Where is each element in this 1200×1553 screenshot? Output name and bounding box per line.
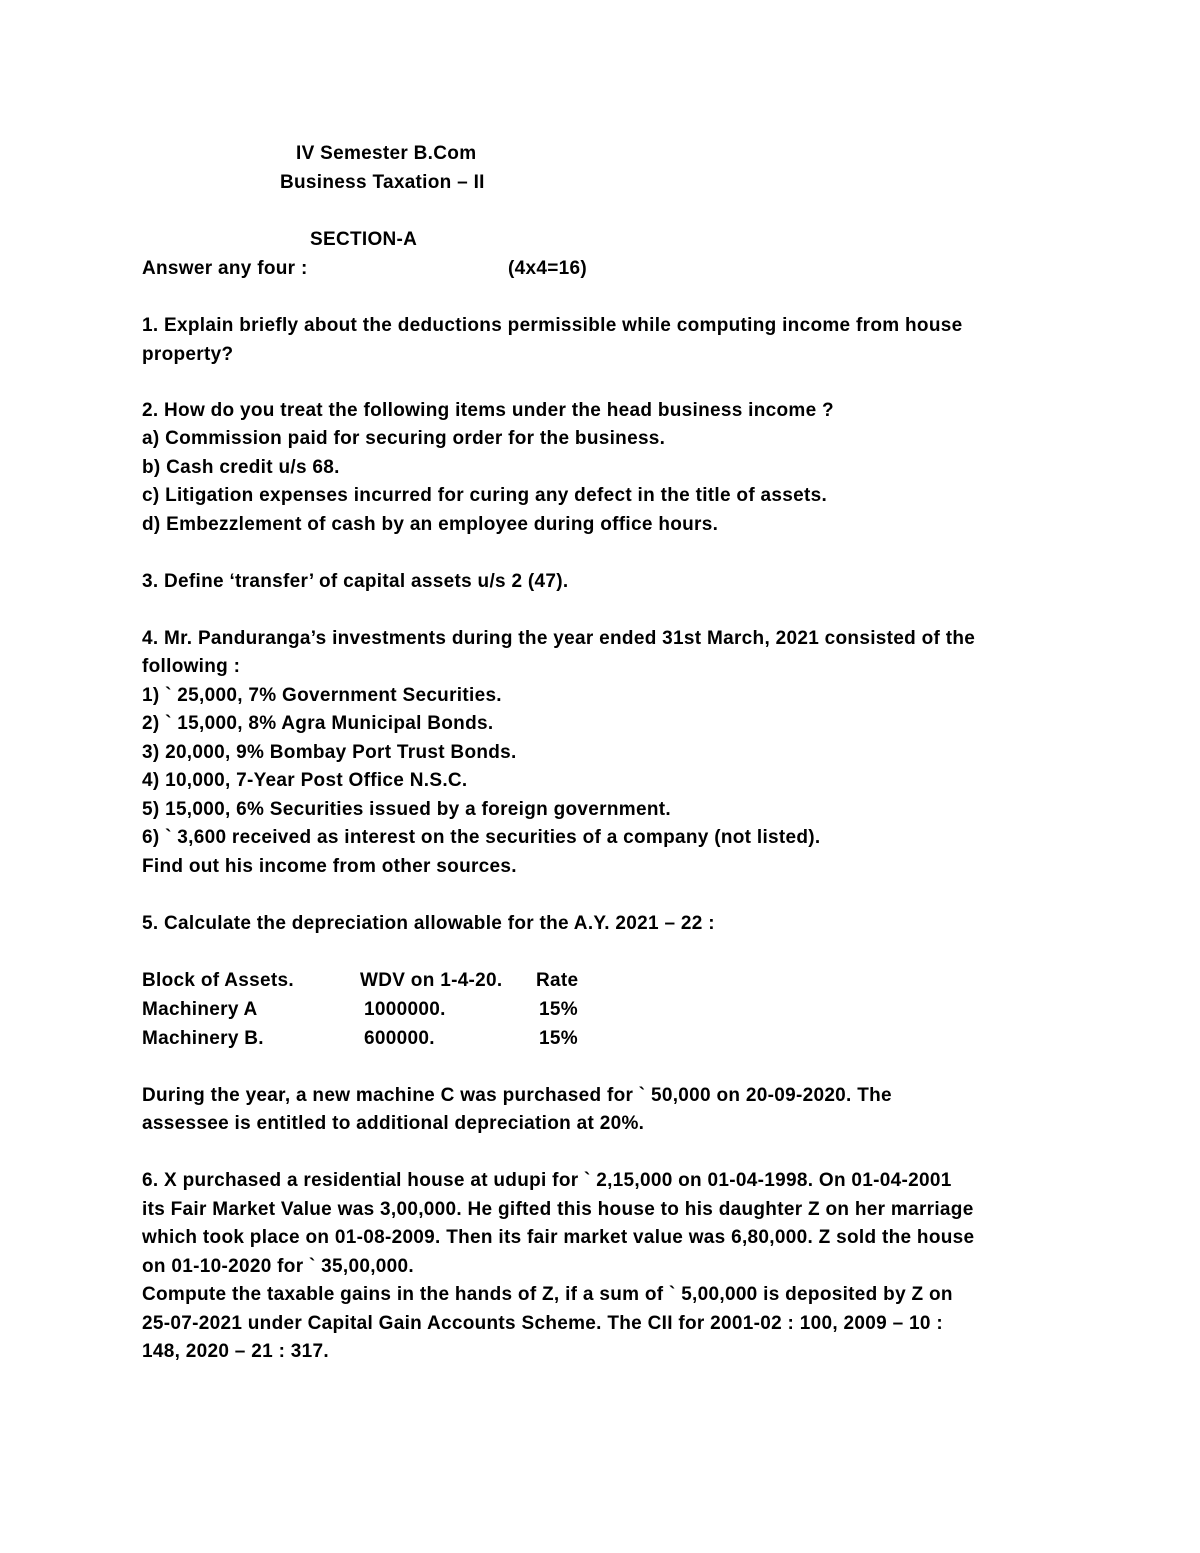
question-2-item: a) Commission paid for securing order for the business. <box>142 428 666 449</box>
question-5-note-1: During the year, a new machine C was purchased for ` 50,000 on 20-09-2020. The <box>142 1085 892 1106</box>
table-cell: 1000000. <box>364 999 446 1020</box>
question-4-item: 6) ` 3,600 received as interest on the securities of a company (not listed). <box>142 827 821 848</box>
table-header-rate: Rate <box>536 970 579 991</box>
table-cell: Machinery A <box>142 999 258 1020</box>
marks-text: (4x4=16) <box>508 258 587 279</box>
question-5-stem: 5. Calculate the depreciation allowable for the A.Y. 2021 – 22 : <box>142 913 715 934</box>
section-heading: SECTION-A <box>310 229 418 250</box>
question-1-line-2: property? <box>142 344 234 365</box>
question-4-item: 5) 15,000, 6% Securities issued by a foreign government. <box>142 799 671 820</box>
table-cell: 15% <box>539 1028 578 1049</box>
table-cell: 600000. <box>364 1028 435 1049</box>
question-6-line: 148, 2020 – 21 : 317. <box>142 1341 329 1362</box>
question-4-line-1: 4. Mr. Panduranga’s investments during the year ended 31st March, 2021 consisted of the <box>142 628 976 649</box>
question-6-line: on 01-10-2020 for ` 35,00,000. <box>142 1256 414 1277</box>
question-6-line: its Fair Market Value was 3,00,000. He gifted this house to his daughter Z on her marriage <box>142 1199 974 1220</box>
question-4-item: 3) 20,000, 9% Bombay Port Trust Bonds. <box>142 742 517 763</box>
question-6-line: which took place on 01-08-2009. Then its fair market value was 6,80,000. Z sold the house <box>142 1227 975 1248</box>
question-2-stem: 2. How do you treat the following items under the head business income ? <box>142 400 834 421</box>
subject-heading: Business Taxation – II <box>280 172 485 193</box>
question-5-note-2: assessee is entitled to additional depreciation at 20%. <box>142 1113 645 1134</box>
question-4-item: 1) ` 25,000, 7% Government Securities. <box>142 685 502 706</box>
table-header-block: Block of Assets. <box>142 970 294 991</box>
question-2-item: b) Cash credit u/s 68. <box>142 457 340 478</box>
question-4-line-2: following : <box>142 656 241 677</box>
question-6-line: 6. X purchased a residential house at udupi for ` 2,15,000 on 01-04-1998. On 01-04-2001 <box>142 1170 952 1191</box>
table-header-wdv: WDV on 1-4-20. <box>360 970 503 991</box>
question-6-line: Compute the taxable gains in the hands of Z, if a sum of ` 5,00,000 is deposited by Z on <box>142 1284 953 1305</box>
instruction-text: Answer any four : <box>142 258 308 279</box>
question-4-item: 2) ` 15,000, 8% Agra Municipal Bonds. <box>142 713 494 734</box>
semester-heading: IV Semester B.Com <box>296 143 477 164</box>
question-6-line: 25-07-2021 under Capital Gain Accounts Scheme. The CII for 2001-02 : 100, 2009 – 10 : <box>142 1313 943 1334</box>
question-2-item: c) Litigation expenses incurred for curing any defect in the title of assets. <box>142 485 828 506</box>
question-2-item: d) Embezzlement of cash by an employee during office hours. <box>142 514 719 535</box>
question-3: 3. Define ‘transfer’ of capital assets u/s 2 (47). <box>142 571 569 592</box>
question-4-closing: Find out his income from other sources. <box>142 856 517 877</box>
question-4-item: 4) 10,000, 7-Year Post Office N.S.C. <box>142 770 468 791</box>
question-1-line-1: 1. Explain briefly about the deductions permissible while computing income from house <box>142 315 963 336</box>
table-cell: 15% <box>539 999 578 1020</box>
table-cell: Machinery B. <box>142 1028 264 1049</box>
